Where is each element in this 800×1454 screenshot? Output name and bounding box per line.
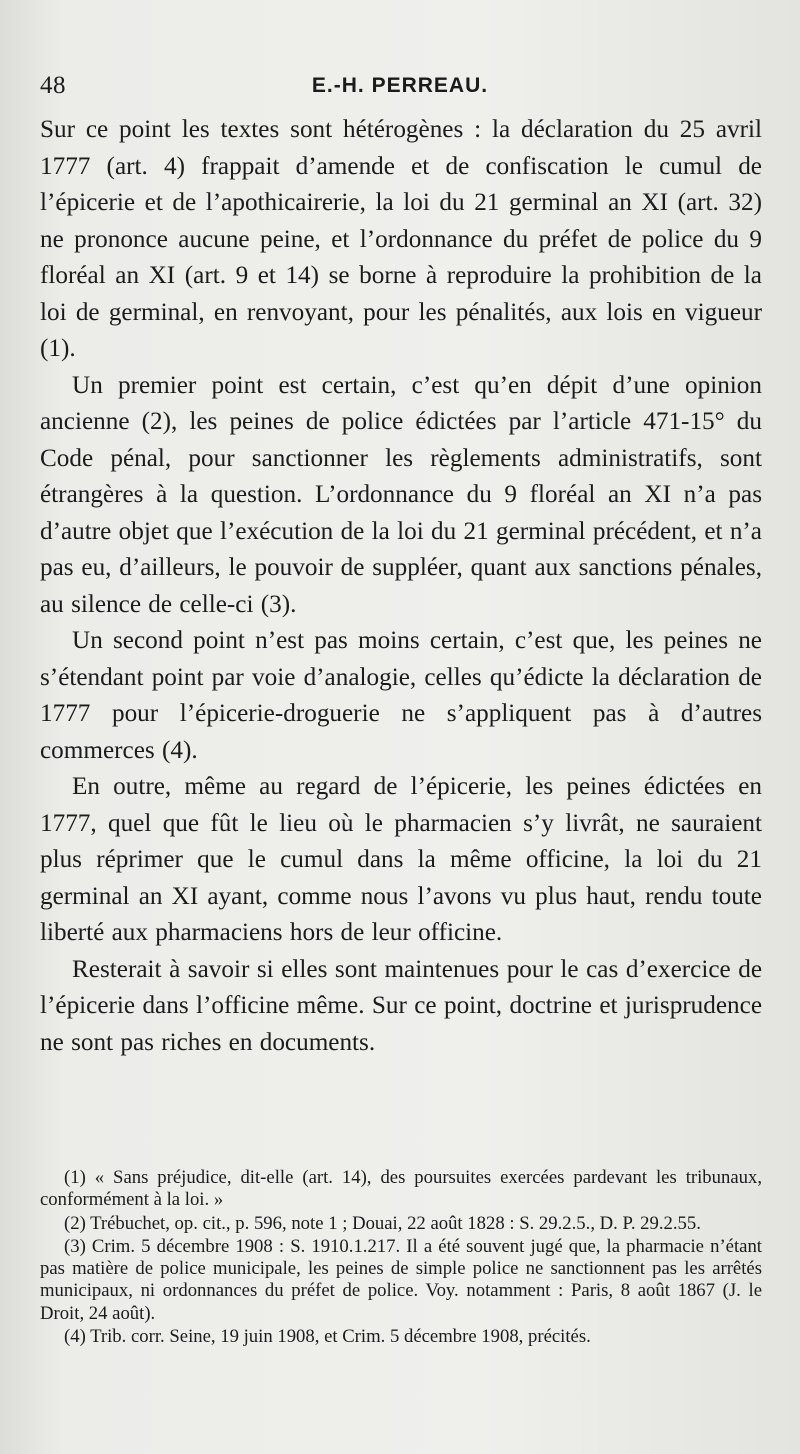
paragraph-5: Resterait à savoir si elles sont maintenues pour le cas d’exercice de l’épicerie dans l’officine même. Sur ce point, doctrine et jurisprudence ne sont pas riches en documents. bbox=[40, 955, 762, 1056]
paragraph-1: Sur ce point les textes sont hétérogènes : la déclaration du 25 avril 1777 (art. 4) frappait d’amende et de confiscation le cumul de l’épicerie et de l’apothicairerie, la loi du 21 germinal an XI (art. 32) ne prononce aucune peine, et l’ordonnance du préfet de police du 9 floréal an XI (art. 9 et 14) se borne à reproduire la prohibition de la loi de germinal, en renvoyant, pour les pénalités, aux lois en vigueur (1). bbox=[40, 116, 762, 362]
paragraph-4: En outre, même au regard de l’épicerie, les peines édictées en 1777, quel que fût le lieu où le pharmacien s’y livrât, ne sauraient plus réprimer que le cumul dans la même officine, la loi du 21 germinal an XI ayant, comme nous l’avons vu plus haut, rendu toute liberté aux pharmaciens hors de leur officine. bbox=[40, 773, 762, 946]
footnote-1: (1) « Sans préjudice, dit-elle (art. 14), des poursuites exercées pardevant les tribunaux, conformément à la loi. » bbox=[40, 1167, 762, 1211]
footnote-3: (3) Crim. 5 décembre 1908 : S. 1910.1.217. Il a été souvent jugé que, la pharmacie n’étant pas matière de police municipale, les peines de simple police ne sanctionnent pas les arrêtés municipaux, ni ordonnances du préfet de police. Voy. notamment : Paris, 8 août 1867 (J. le Droit, 24 août). bbox=[40, 1235, 762, 1324]
footnote-2: (2) Trébuchet, op. cit., p. 596, note 1 ; Douai, 22 août 1828 : S. 29.2.5., D. P. 29.2.55. bbox=[64, 1212, 701, 1234]
footnote-4: (4) Trib. corr. Seine, 19 juin 1908, et Crim. 5 décembre 1908, précités. bbox=[64, 1326, 591, 1348]
main-text bbox=[40, 112, 762, 1061]
running-title: E.-H. PERREAU. bbox=[311, 74, 489, 97]
paragraph-2: Un premier point est certain, c’est qu’en dépit d’une opinion ancienne (2), les peines de police édictées par l’article 471-15° du Code pénal, pour sanctionner les règlements administratifs, sont étrangères à la question. L’ordonnance du 9 floréal an XI n’a pas d’autre objet que l’exécution de la loi du 21 germinal précédent, et n’a pas eu, d’ailleurs, le pouvoir de suppléer, quant aux sanctions pénales, au silence de celle-ci (3). bbox=[40, 371, 762, 618]
paragraph-3: Un second point n’est pas moins certain, c’est que, les peines ne s’étendant point par voie d’analogie, celles qu’édicte la déclaration de 1777 pour l’épicerie-droguerie ne s’appliquent pas à d’autres commerces (4). bbox=[40, 627, 762, 764]
footnotes bbox=[40, 1167, 762, 1348]
page-number: 48 bbox=[40, 72, 66, 99]
running-head bbox=[40, 72, 760, 106]
